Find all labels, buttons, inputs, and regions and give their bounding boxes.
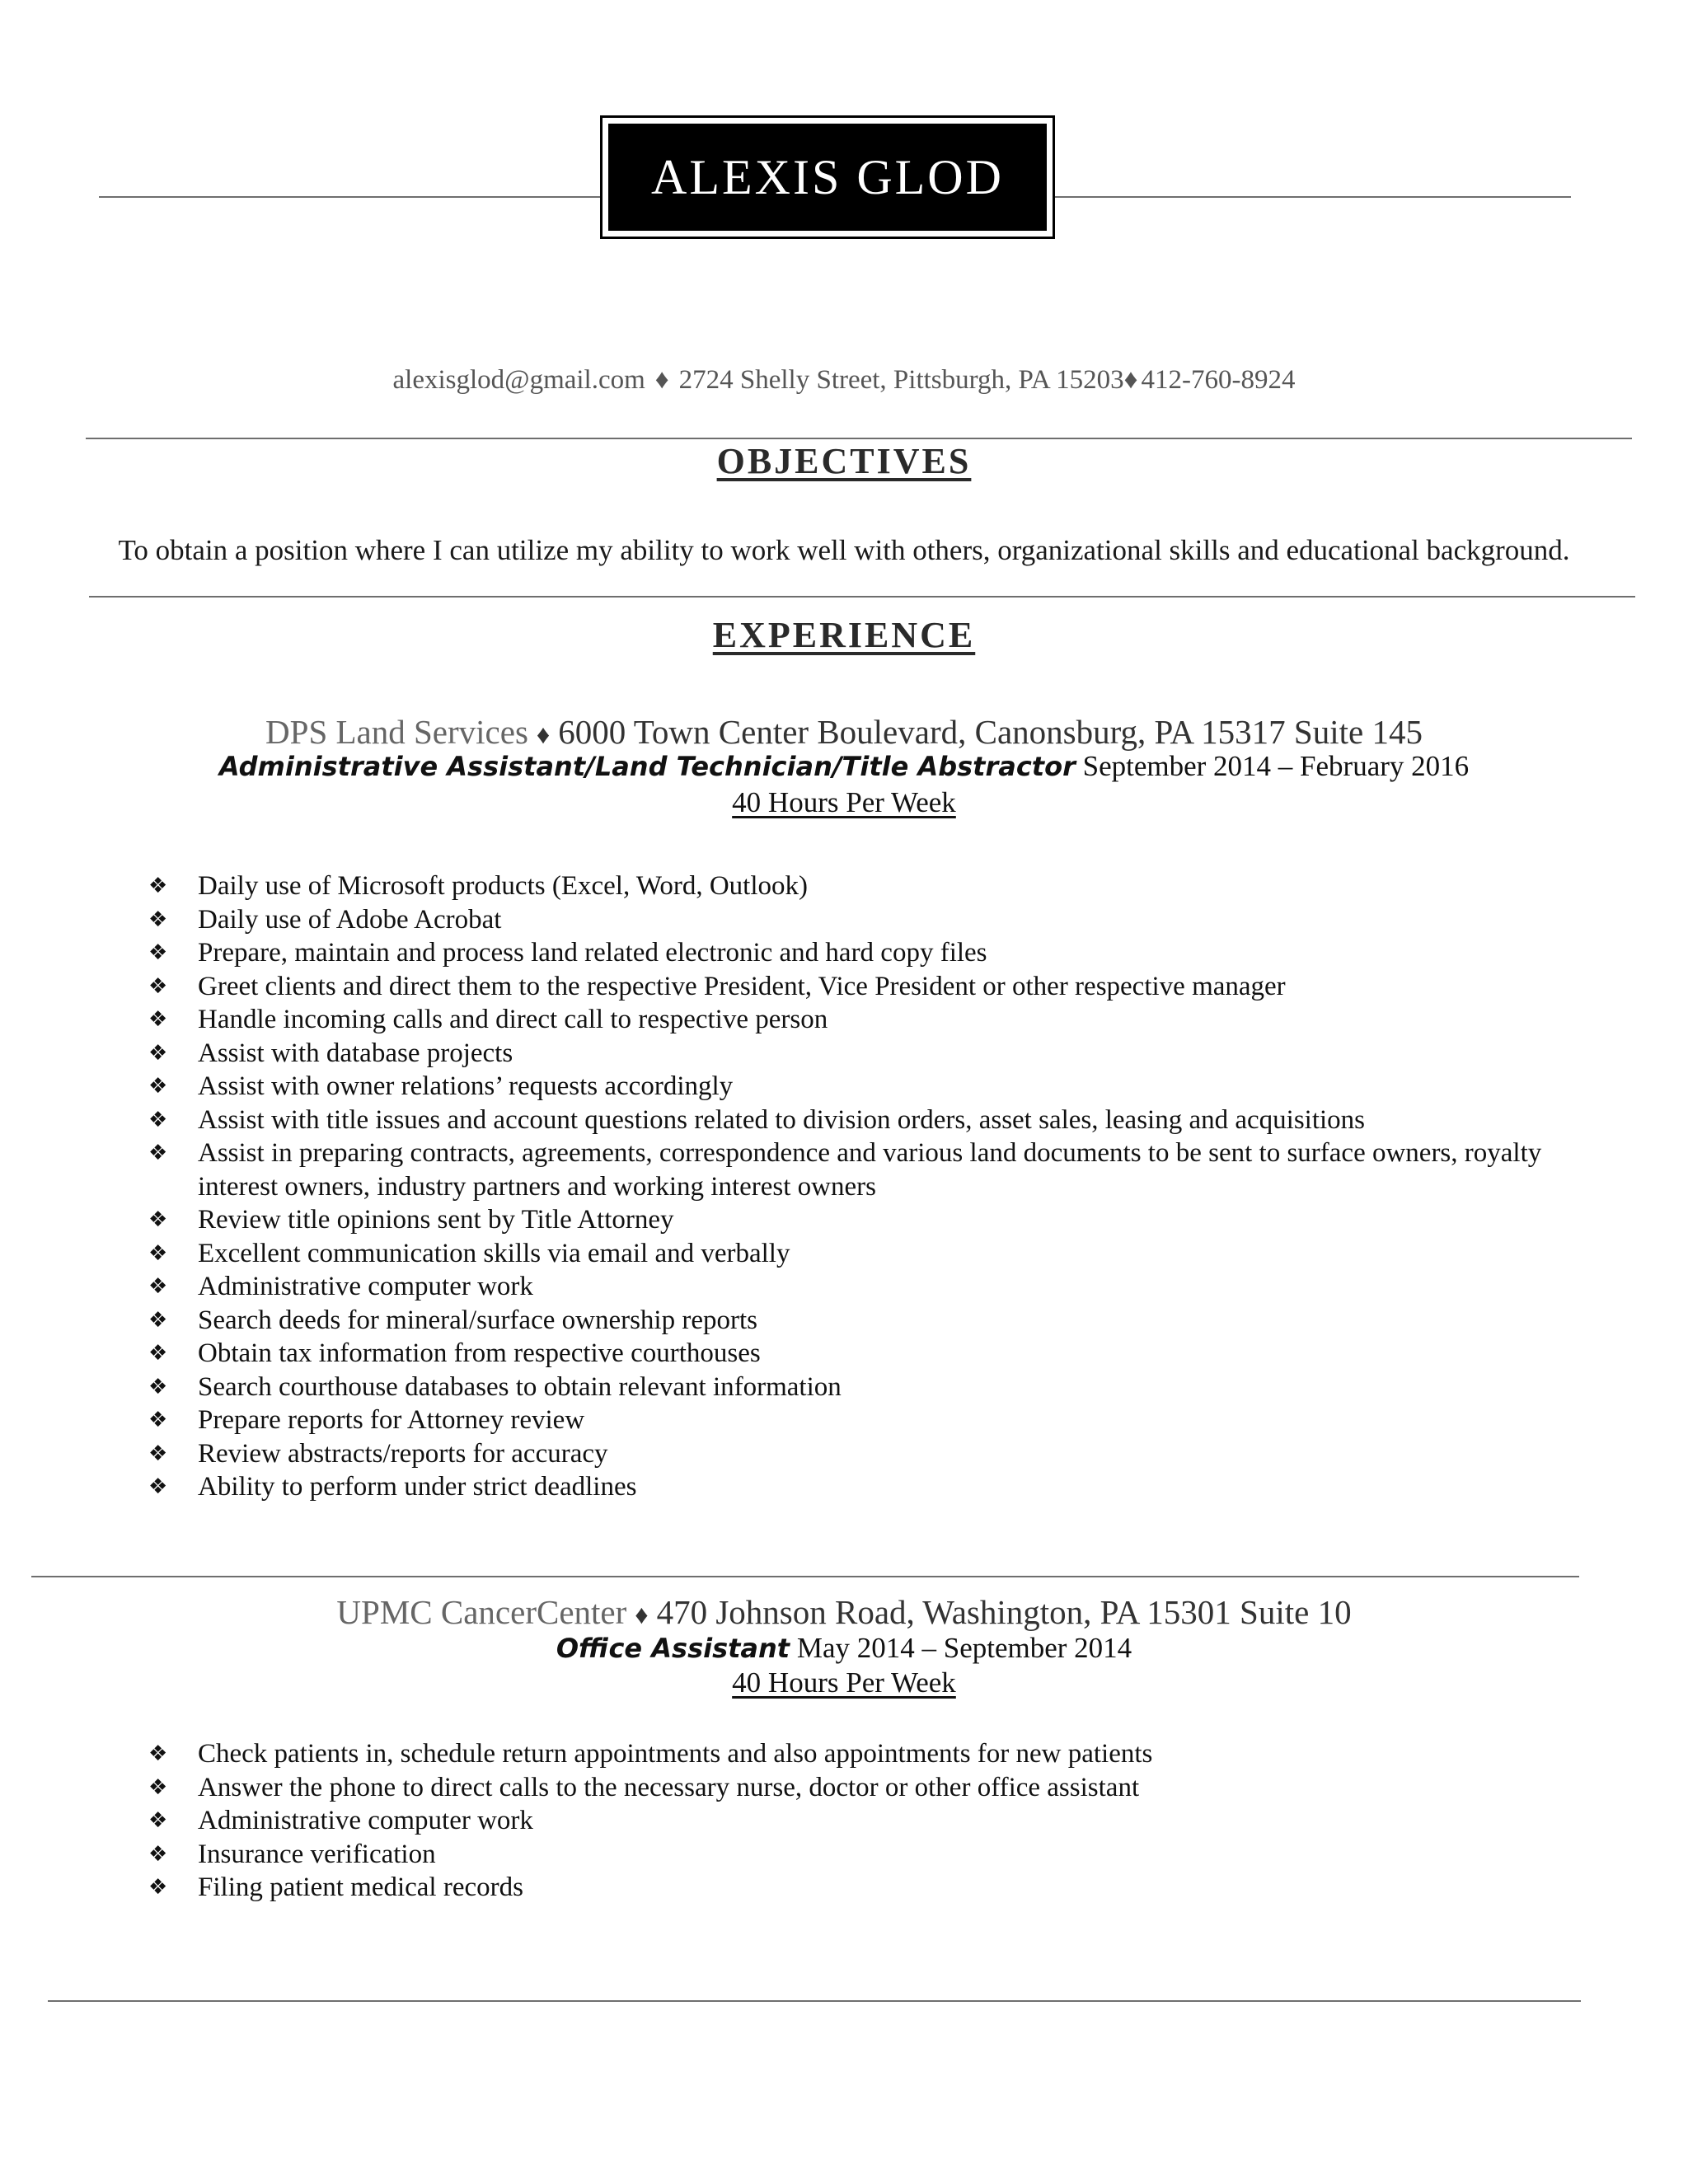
company-address: 6000 Town Center Boulevard, Canonsburg, PA 15317 Suite 145	[558, 713, 1423, 751]
diamond-bullet-icon: ❖	[148, 1808, 168, 1833]
list-item: ❖ Daily use of Microsoft products (Excel, Word, Outlook)	[148, 869, 1599, 903]
job-title: Office Assistant	[556, 1633, 790, 1664]
list-item: ❖ Review abstracts/reports for accuracy	[148, 1437, 1599, 1471]
diamond-icon: ♦	[1123, 365, 1138, 395]
diamond-bullet-icon: ❖	[148, 1207, 168, 1232]
diamond-bullet-icon: ❖	[148, 1040, 168, 1066]
diamond-bullet-icon: ❖	[148, 1474, 168, 1499]
job-duties-list	[148, 869, 1599, 1504]
diamond-bullet-icon: ❖	[148, 1408, 168, 1432]
list-item: ❖ Ability to perform under strict deadlines	[148, 1470, 1599, 1504]
list-item: ❖ Handle incoming calls and direct call to respective person	[148, 1003, 1599, 1037]
list-item: ❖ Prepare, maintain and process land related electronic and hard copy files	[148, 936, 1599, 970]
list-item: ❖ Assist with title issues and account questions related to division orders, asset sales, leasing and acquisitions	[148, 1104, 1599, 1137]
job-company-line	[0, 1592, 1688, 1632]
list-item: ❖ Check patients in, schedule return appointments and also appointments for new patients	[148, 1737, 1599, 1771]
job-dates: September 2014 – February 2016	[1082, 750, 1470, 782]
list-item: ❖ Assist with owner relations’ requests accordingly	[148, 1070, 1599, 1104]
list-item: ❖ Answer the phone to direct calls to the necessary nurse, doctor or other office assistant	[148, 1771, 1599, 1805]
contact-phone: 412-760-8924	[1141, 365, 1296, 395]
job-hours: 40 Hours Per Week	[732, 786, 956, 818]
objective-text: To obtain a position where I can utilize my ability to work well with others, organizational skills and educational background.	[118, 534, 1570, 566]
list-item: ❖ Excellent communication skills via email and verbally	[148, 1237, 1599, 1271]
list-item: ❖ Prepare reports for Attorney review	[148, 1404, 1599, 1437]
diamond-bullet-icon: ❖	[148, 973, 168, 999]
job-duties-list	[148, 1737, 1599, 1905]
diamond-bullet-icon: ❖	[148, 874, 168, 898]
name-plate	[600, 115, 1055, 239]
job-title: Administrative Assistant/Land Technician/Title Abstractor	[218, 751, 1076, 782]
list-item: ❖ Greet clients and direct them to the respective President, Vice President or other respective manager	[148, 970, 1599, 1004]
divider-rule	[86, 438, 1632, 439]
experience-heading: EXPERIENCE	[712, 615, 976, 655]
divider-rule	[89, 596, 1635, 598]
diamond-bullet-icon: ❖	[148, 1240, 168, 1266]
contact-line	[0, 365, 1688, 396]
list-item: ❖ Review title opinions sent by Title Attorney	[148, 1203, 1599, 1237]
list-item: ❖ Daily use of Adobe Acrobat	[148, 903, 1599, 937]
contact-email: alexisglod@gmail.com	[392, 365, 645, 395]
diamond-bullet-icon: ❖	[148, 940, 168, 965]
candidate-name: ALEXIS GLOD	[608, 124, 1047, 231]
diamond-bullet-icon: ❖	[148, 1274, 168, 1299]
company-name: UPMC CancerCenter	[336, 1593, 627, 1631]
diamond-bullet-icon: ❖	[148, 1841, 168, 1867]
list-item: ❖ Search courthouse databases to obtain relevant information	[148, 1371, 1599, 1404]
job-hours: 40 Hours Per Week	[732, 1666, 956, 1699]
divider-rule	[31, 1576, 1579, 1577]
diamond-bullet-icon: ❖	[148, 1074, 168, 1099]
job-dates: May 2014 – September 2014	[796, 1632, 1132, 1664]
diamond-bullet-icon: ❖	[148, 1374, 168, 1399]
list-item: ❖ Insurance verification	[148, 1838, 1599, 1872]
objectives-heading: OBJECTIVES	[716, 441, 972, 481]
diamond-icon: ♦	[635, 1600, 649, 1629]
company-name: DPS Land Services	[265, 713, 528, 751]
diamond-bullet-icon: ❖	[148, 1741, 168, 1766]
diamond-bullet-icon: ❖	[148, 1441, 168, 1466]
diamond-bullet-icon: ❖	[148, 1141, 168, 1165]
list-item: ❖ Administrative computer work	[148, 1804, 1599, 1838]
contact-address: 2724 Shelly Street, Pittsburgh, PA 15203	[678, 365, 1124, 395]
footer-rule	[48, 2000, 1581, 2002]
job-company-line	[0, 712, 1688, 752]
diamond-icon: ♦	[536, 719, 551, 749]
diamond-bullet-icon: ❖	[148, 1307, 168, 1333]
list-item: ❖ Filing patient medical records	[148, 1871, 1599, 1905]
company-address: 470 Johnson Road, Washington, PA 15301 Suite 10	[656, 1593, 1352, 1631]
diamond-bullet-icon: ❖	[148, 1341, 168, 1366]
job-title-line	[0, 1632, 1688, 1665]
list-item: ❖ Administrative computer work	[148, 1270, 1599, 1304]
diamond-bullet-icon: ❖	[148, 907, 168, 932]
job-title-line	[0, 750, 1688, 783]
diamond-icon: ♦	[654, 365, 669, 395]
list-item: ❖ Obtain tax information from respective courthouses	[148, 1337, 1599, 1371]
list-item: ❖ Search deeds for mineral/surface ownership reports	[148, 1304, 1599, 1338]
diamond-bullet-icon: ❖	[148, 1875, 168, 1900]
list-item: ❖ Assist in preparing contracts, agreements, correspondence and various land documents to be sent to surface owners, royalty interest owners, industry partners and working interest owners	[148, 1138, 1542, 1202]
diamond-bullet-icon: ❖	[148, 1007, 168, 1032]
diamond-bullet-icon: ❖	[148, 1107, 168, 1132]
list-item: ❖ Assist with database projects	[148, 1037, 1599, 1071]
diamond-bullet-icon: ❖	[148, 1774, 168, 1800]
